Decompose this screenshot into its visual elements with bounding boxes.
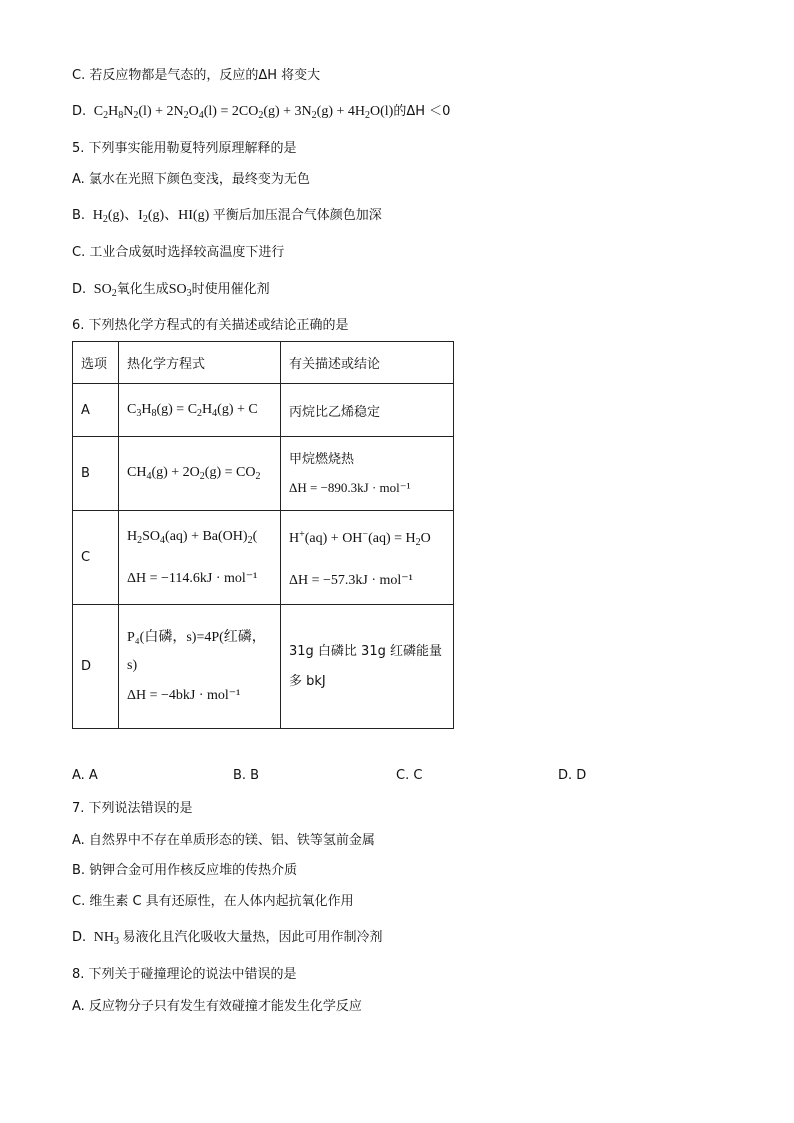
conclusion-enthalpy: ΔH = −57.3kJ · mol⁻¹ <box>289 572 413 588</box>
question-5-stem: 5. 下列事实能用勒夏特列原理解释的是 <box>72 141 297 156</box>
equation-enthalpy: ΔH = −4bkJ · mol⁻¹ <box>127 687 241 703</box>
question-5-option-d-mid: 氧化生成 <box>116 282 169 297</box>
conclusion-line: 31g 白磷比 31g 红磷能量 <box>289 643 442 659</box>
table-row-equation: $C_3H_8(g) = C_2H_4(g) + C$ <box>119 384 281 437</box>
conclusion-line: 甲烷燃烧热 <box>289 451 355 467</box>
table-row-option: B <box>73 437 119 511</box>
conclusion-line: 多 bkJ <box>289 673 326 689</box>
question-5-option-b-species: $H_2(g)$、$I_2(g)$、HI(g) <box>89 208 213 225</box>
table-row-equation <box>119 511 281 605</box>
prev-option-d <box>72 102 450 126</box>
prev-option-d-label: D. <box>72 104 87 119</box>
question-7-option-b: B. 钠钾合金可用作核反应堆的传热介质 <box>72 863 298 878</box>
question-5-option-d-so3: $SO_3$ <box>168 282 192 299</box>
thermochemistry-table <box>72 341 454 729</box>
table-header-option: 选项 <box>73 342 119 384</box>
table-row-conclusion <box>281 437 454 511</box>
question-7-option-d-tail: 易液化且汽化吸收大量热，因此可用作制冷剂 <box>122 930 383 945</box>
question-5-option-b <box>72 206 382 230</box>
table-row-option: A <box>73 384 119 437</box>
question-6-stem: 6. 下列热化学方程式的有关描述或结论正确的是 <box>72 318 349 333</box>
prev-option-d-equation: $C_2H_8N_2(l) + 2N_2O_4(l) = 2CO_2(g) + 3N_2(g) + 4H_2O(l)$ <box>90 104 394 121</box>
question-7-stem: 7. 下列说法错误的是 <box>72 801 193 816</box>
table-row-conclusion: 丙烷比乙烯稳定 <box>281 384 454 437</box>
table-row-option: C <box>73 511 119 605</box>
table-header-row <box>73 342 454 384</box>
question-5-option-d-tail: 时使用催化剂 <box>191 282 270 297</box>
question-5-option-d <box>72 280 270 304</box>
question-8-stem: 8. 下列关于碰撞理论的说法中错误的是 <box>72 967 297 982</box>
question-7-option-a: A. 自然界中不存在单质形态的镁、铝、铁等氢前金属 <box>72 833 375 848</box>
question-7-option-d-label: D. <box>72 930 87 945</box>
table-row-conclusion <box>281 605 454 729</box>
option-a[interactable]: A. A <box>72 768 98 783</box>
question-5-option-c: C. 工业合成氨时选择较高温度下进行 <box>72 245 285 260</box>
table-row <box>73 605 454 729</box>
table-row-equation: $CH_4(g) + 2O_2(g) = CO_2$ <box>119 437 281 511</box>
equation-enthalpy: ΔH = −114.6kJ · mol⁻¹ <box>127 570 258 586</box>
equation-line: $H_2SO_4(aq) + Ba(OH)_2$( <box>127 528 258 546</box>
option-d[interactable]: D. D <box>558 768 587 783</box>
conclusion-line: $H^+(aq) + OH^-(aq) = H_2O$ <box>289 528 431 548</box>
table-row-option: D <box>73 605 119 729</box>
conclusion-enthalpy: ΔH = −890.3kJ · mol⁻¹ <box>289 479 411 495</box>
question-5-option-d-so2: $SO_2$ <box>90 282 117 299</box>
prev-option-d-tail: 的ΔH ＜0 <box>393 104 451 119</box>
table-row <box>73 511 454 605</box>
question-5-option-d-label: D. <box>72 282 87 297</box>
table-row <box>73 384 454 437</box>
option-b[interactable]: B. B <box>233 768 260 783</box>
question-5-option-b-tail: 平衡后加压混合气体颜色加深 <box>212 208 382 223</box>
equation-line: s) <box>127 657 138 673</box>
table-row-equation <box>119 605 281 729</box>
prev-option-c: C. 若反应物都是气态的，反应的ΔH 将变大 <box>72 68 321 83</box>
table-row <box>73 437 454 511</box>
question-7-option-c: C. 维生素 C 具有还原性，在人体内起抗氧化作用 <box>72 894 354 909</box>
question-7-option-d <box>72 928 383 952</box>
equation-line: P₄(白磷，s)=4P(红磷， <box>127 629 266 645</box>
option-c[interactable]: C. C <box>396 768 423 783</box>
question-8-option-a: A. 反应物分子只有发生有效碰撞才能发生化学反应 <box>72 999 362 1014</box>
table-row-conclusion <box>281 511 454 605</box>
question-5-option-b-label: B. <box>72 208 86 223</box>
table-header-conclusion: 有关描述或结论 <box>281 342 454 384</box>
question-7-option-d-nh3: $NH_3$ <box>90 930 120 947</box>
question-5-option-a: A. 氯水在光照下颜色变浅，最终变为无色 <box>72 172 310 187</box>
table-header-equation: 热化学方程式 <box>119 342 281 384</box>
